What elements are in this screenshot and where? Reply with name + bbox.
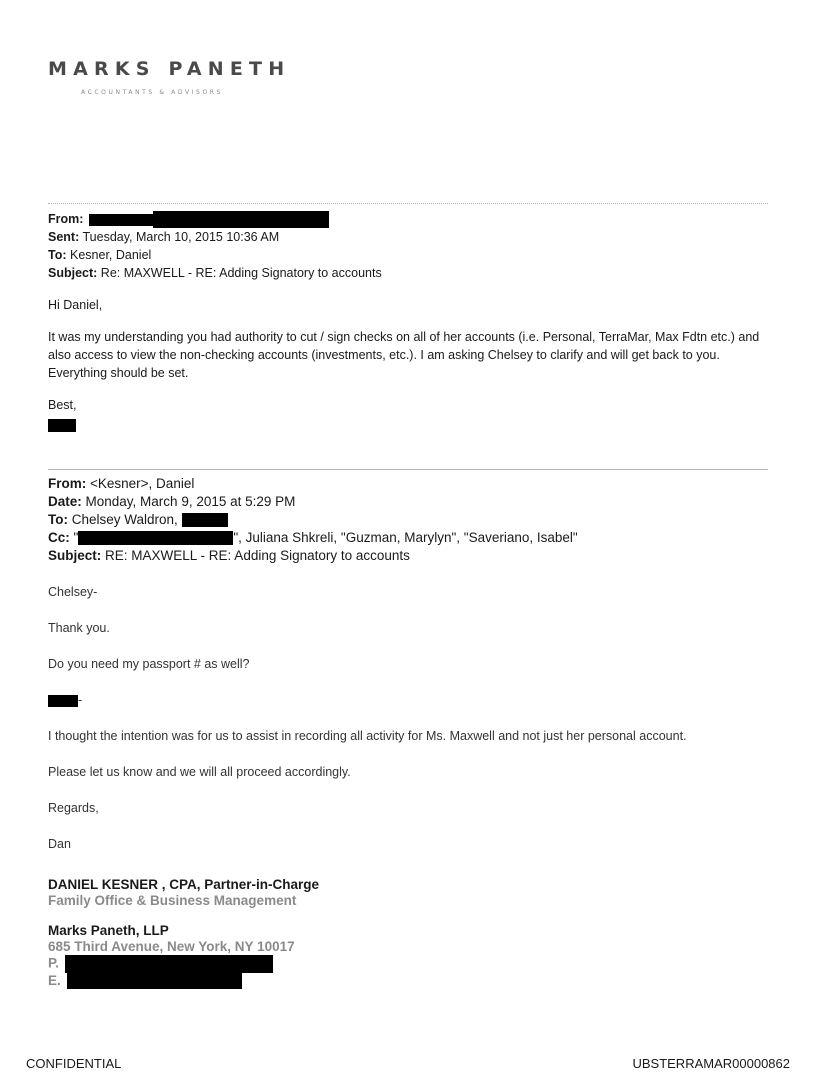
email-2-subject: Subject: RE: MAXWELL - RE: Adding Signatory to accounts bbox=[48, 548, 410, 563]
email-1-closing: Best, bbox=[48, 398, 77, 413]
bates-number: UBSTERRAMAR00000862 bbox=[632, 1056, 790, 1071]
email-1-sender-signature bbox=[48, 418, 770, 432]
redaction-block bbox=[48, 419, 76, 432]
firm-logo bbox=[48, 58, 291, 96]
signature-department: Family Office & Business Management bbox=[48, 893, 297, 908]
signature-address: 685 Third Avenue, New York, NY 10017 bbox=[48, 939, 295, 954]
email-1-sent: Sent: Tuesday, March 10, 2015 10:36 AM bbox=[48, 230, 280, 245]
signature-phone: P. bbox=[48, 955, 319, 973]
email-2-line-5: I thought the intention was for us to assist in recording all activity for Ms. Maxwell and not just her personal account. bbox=[48, 729, 687, 743]
email-signature bbox=[48, 877, 319, 989]
email-1-subject: Subject: Re: MAXWELL - RE: Adding Signatory to accounts bbox=[48, 266, 382, 281]
email-1-from: From: bbox=[48, 210, 770, 228]
redaction-block bbox=[65, 955, 273, 973]
email-2-line-6: Please let us know and we will all proceed accordingly. bbox=[48, 765, 351, 779]
redaction-block bbox=[89, 214, 153, 226]
email-1 bbox=[48, 210, 770, 432]
logo-wordmark: MARKS PANETH bbox=[48, 58, 291, 80]
email-2-line-1: Chelsey- bbox=[48, 585, 98, 599]
email-2-cc: Cc: " ", Juliana Shkreli, "Guzman, Marylyn", "Saveriano, Isabel" bbox=[48, 530, 578, 545]
email-1-to: To: Kesner, Daniel bbox=[48, 248, 152, 263]
email-2-line-7: Regards, bbox=[48, 801, 99, 815]
header-divider bbox=[48, 203, 768, 204]
email-2-line-3: Do you need my passport # as well? bbox=[48, 657, 250, 671]
redaction-block bbox=[182, 513, 228, 527]
signature-name: DANIEL KESNER , CPA, Partner-in-Charge bbox=[48, 877, 320, 892]
redaction-block bbox=[67, 973, 242, 989]
confidential-label: CONFIDENTIAL bbox=[26, 1056, 122, 1071]
redaction-block bbox=[78, 531, 233, 545]
email-2 bbox=[48, 475, 770, 853]
logo-tagline: ACCOUNTANTS & ADVISORS bbox=[81, 89, 223, 96]
redaction-block bbox=[153, 211, 329, 228]
signature-email: E. bbox=[48, 973, 319, 989]
email-2-line-8: Dan bbox=[48, 837, 71, 851]
email-1-greeting: Hi Daniel, bbox=[48, 298, 103, 313]
email-divider bbox=[48, 469, 768, 470]
email-2-to: To: Chelsey Waldron, bbox=[48, 511, 770, 529]
email-2-date: Date: Monday, March 9, 2015 at 5:29 PM bbox=[48, 494, 296, 509]
redaction-block bbox=[48, 695, 78, 707]
email-2-line-2: Thank you. bbox=[48, 621, 110, 635]
email-2-line-4: - bbox=[48, 691, 770, 709]
signature-firm: Marks Paneth, LLP bbox=[48, 923, 169, 938]
email-2-from: From: <Kesner>, Daniel bbox=[48, 476, 195, 491]
email-1-body: It was my understanding you had authority to cut / sign checks on all of her accounts (i.e. Personal, TerraMar, Max Fdtn etc.) and also access to view the non-checking accounts (investments, etc.). I am asking Chelsey to clarify and will get back to you. Everything should be set. bbox=[48, 330, 760, 381]
